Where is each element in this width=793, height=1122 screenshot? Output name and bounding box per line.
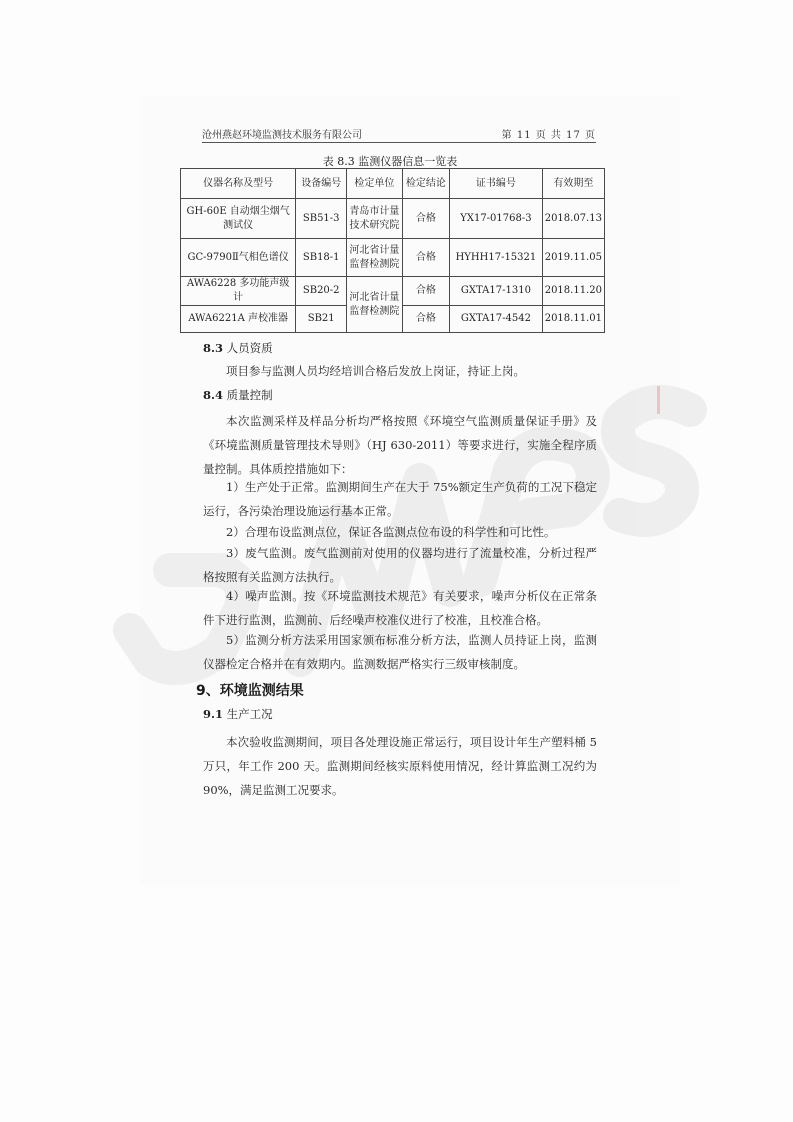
instrument-table (180, 168, 605, 333)
column-header: 检定结论 (402, 169, 450, 199)
instrument-name: AWA6228 多功能声级计 (181, 277, 296, 306)
instrument-name: GC-9790Ⅱ气相色谱仪 (181, 239, 296, 277)
section-heading-8-4 (203, 387, 273, 403)
calibration-result: 合格 (402, 239, 450, 277)
device-code: SB51-3 (296, 199, 347, 239)
list-item: 1）生产处于正常。监测期间生产在大于 75%额定生产负荷的工况下稳定运行，各污染治理设施运行基本正常。 (203, 480, 597, 518)
expiry-date: 2019.11.05 (542, 239, 604, 277)
calibration-result: 合格 (402, 199, 450, 239)
list-item: 3）废气监测。废气监测前对使用的仪器均进行了流量校准，分析过程严格按照有关监测方法执行。 (203, 546, 597, 584)
list-item: 2）合理布设监测点位，保证各监测点位布设的科学性和可比性。 (226, 525, 556, 539)
certificate-number: GXTA17-4542 (450, 306, 543, 333)
table-caption: 表 8.3 监测仪器信息一览表 (322, 155, 458, 168)
paragraph: 项目参与监测人员均经培训合格后发放上岗证，持证上岗。 (226, 364, 525, 378)
certificate-number: YX17-01768-3 (450, 199, 543, 239)
calibration-result: 合格 (402, 277, 450, 306)
list-item: 4）噪声监测。按《环境监测技术规范》有关要求，噪声分析仪在正常条件下进行监测，监测前、后经噪声校准仪进行了校准，且校准合格。 (203, 589, 597, 627)
paragraph: 本次验收监测期间，项目各处理设施正常运行，项目设计年生产塑料桶 5万只，年工作 200 天。监测期间经核实原料使用情况，经计算监测工况约为 90%，满足监测工况要求。 (203, 735, 597, 797)
column-header: 设备编号 (296, 169, 347, 199)
instrument-name: GH-60E 自动烟尘烟气测试仪 (181, 199, 296, 239)
section-title: 质量控制 (223, 388, 273, 402)
section-number: 8.4 (203, 388, 224, 402)
section-heading-8-3 (203, 340, 273, 356)
expiry-date: 2018.11.01 (542, 306, 604, 333)
page-number: 第 11 页 共 17 页 (501, 130, 596, 141)
device-code: SB20-2 (296, 277, 347, 306)
red-mark (657, 386, 660, 414)
column-header: 仪器名称及型号 (181, 169, 296, 199)
section-heading-9-1 (203, 706, 273, 722)
calibration-unit: 青岛市计量技术研究院 (347, 199, 402, 239)
column-header: 有效期至 (542, 169, 604, 199)
chapter-heading-9: 9、环境监测结果 (196, 683, 304, 699)
table-header-row (181, 169, 605, 199)
page-header (202, 122, 596, 143)
table-row (181, 277, 605, 306)
column-header: 检定单位 (347, 169, 402, 199)
section-title: 人员资质 (223, 341, 273, 355)
expiry-date: 2018.07.13 (542, 199, 604, 239)
certificate-number: GXTA17-1310 (450, 277, 543, 306)
paragraph: 本次监测采样及样品分析均严格按照《环境空气监测质量保证手册》及《环境监测质量管理技术导则》（HJ 630-2011）等要求进行，实施全程序质量控制。具体质控措施如下： (203, 414, 597, 476)
device-code: SB18-1 (296, 239, 347, 277)
calibration-unit: 河北省计量监督检测院 (347, 277, 402, 333)
expiry-date: 2018.11.20 (542, 277, 604, 306)
column-header: 证书编号 (450, 169, 543, 199)
section-title: 生产工况 (223, 707, 273, 721)
company-name: 沧州燕赵环境监测技术服务有限公司 (202, 130, 362, 141)
instrument-name: AWA6221A 声校准器 (181, 306, 296, 333)
table-row (181, 199, 605, 239)
list-item: 5）监测分析方法采用国家颁布标准分析方法，监测人员持证上岗，监测仪器检定合格并在有效期内。监测数据严格实行三级审核制度。 (203, 633, 597, 671)
section-number: 8.3 (203, 341, 224, 355)
table-row (181, 239, 605, 277)
certificate-number: HYHH17-15321 (450, 239, 543, 277)
calibration-result: 合格 (402, 306, 450, 333)
calibration-unit: 河北省计量监督检测院 (347, 239, 402, 277)
section-number: 9.1 (203, 707, 224, 721)
device-code: SB21 (296, 306, 347, 333)
